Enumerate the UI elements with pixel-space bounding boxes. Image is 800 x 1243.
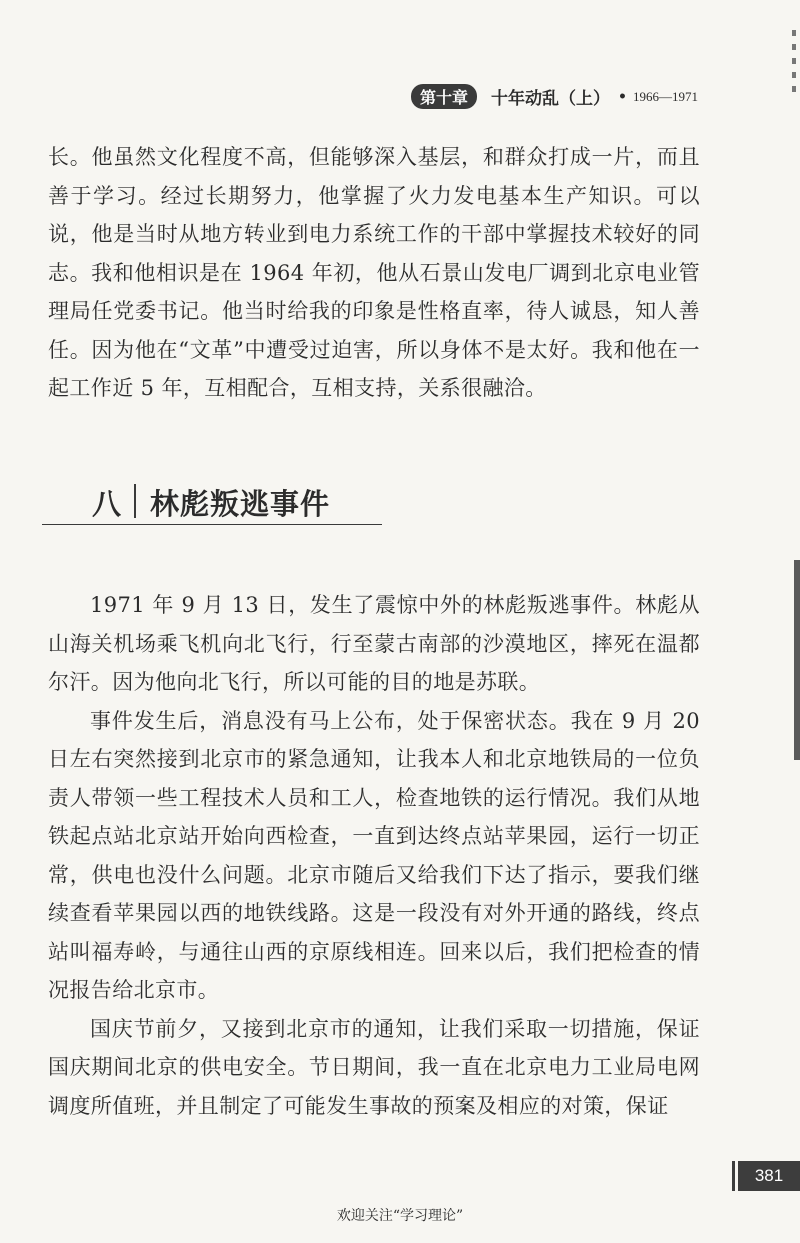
chapter-badge: 第十章 — [411, 84, 477, 109]
header-separator: • — [618, 88, 627, 105]
running-header — [411, 84, 698, 109]
main-text-block — [48, 586, 700, 1125]
header-years: 1966—1971 — [633, 88, 698, 104]
intro-paragraph: 长。他虽然文化程度不高，但能够深入基层，和群众打成一片，而且善于学习。经过长期努力，他掌握了火力发电基本生产知识。可以说，他是当时从地方转业到电力系统工作的干部中掌握技术较好的同志。我和他相识是在 1964 年初，他从石景山发电厂调到北京电业管理局任党委书记。他当时给我的印象是性格直率，待人诚恳，知人善任。因为他在“文革”中遭受过迫害，所以身体不是太好。我和他在一起工作近 5 年，互相配合，互相支持，关系很融洽。 — [48, 145, 700, 400]
binding-edge — [794, 560, 800, 760]
section-heading — [42, 478, 382, 525]
paragraph: 国庆节前夕，又接到北京市的通知，让我们采取一切措施，保证国庆期间北京的供电安全。节日期间，我一直在北京电力工业局电网调度所值班，并且制定了可能发生事故的预案及相应的对策，保证 — [48, 1016, 700, 1118]
footer-note: 欢迎关注“学习理论” — [336, 1208, 464, 1224]
paragraph: 事件发生后，消息没有马上公布，处于保密状态。我在 9 月 20 日左右突然接到北京市的紧急通知，让我本人和北京地铁局的一位负责人带领一些工程技术人员和工人，检查地铁的运行情况。我们从地铁起点站北京站开始向西检查，一直到达终点站苹果园，运行一切正常，供电也没什么问题。北京市随后又给我们下达了指示，要我们继续查看苹果园以西的地铁线路。这是一段没有对外开通的路线，终点站叫福寿岭，与通往山西的京原线相连。回来以后，我们把检查的情况报告给北京市。 — [48, 708, 700, 1002]
page-number: 381 — [738, 1161, 800, 1191]
section-number: 八 — [92, 487, 122, 521]
section-divider — [134, 484, 136, 518]
section-title: 林彪叛逃事件 — [150, 487, 331, 521]
intro-text-block — [48, 138, 700, 408]
paragraph: 1971 年 9 月 13 日，发生了震惊中外的林彪叛逃事件。林彪从山海关机场乘飞机向北飞行，行至蒙古南部的沙漠地区，摔死在温都尔汗。因为他向北飞行，所以可能的目的地是苏联。 — [48, 593, 700, 694]
binding-marks — [792, 30, 796, 100]
chapter-title: 十年动乱（上） — [491, 89, 611, 109]
